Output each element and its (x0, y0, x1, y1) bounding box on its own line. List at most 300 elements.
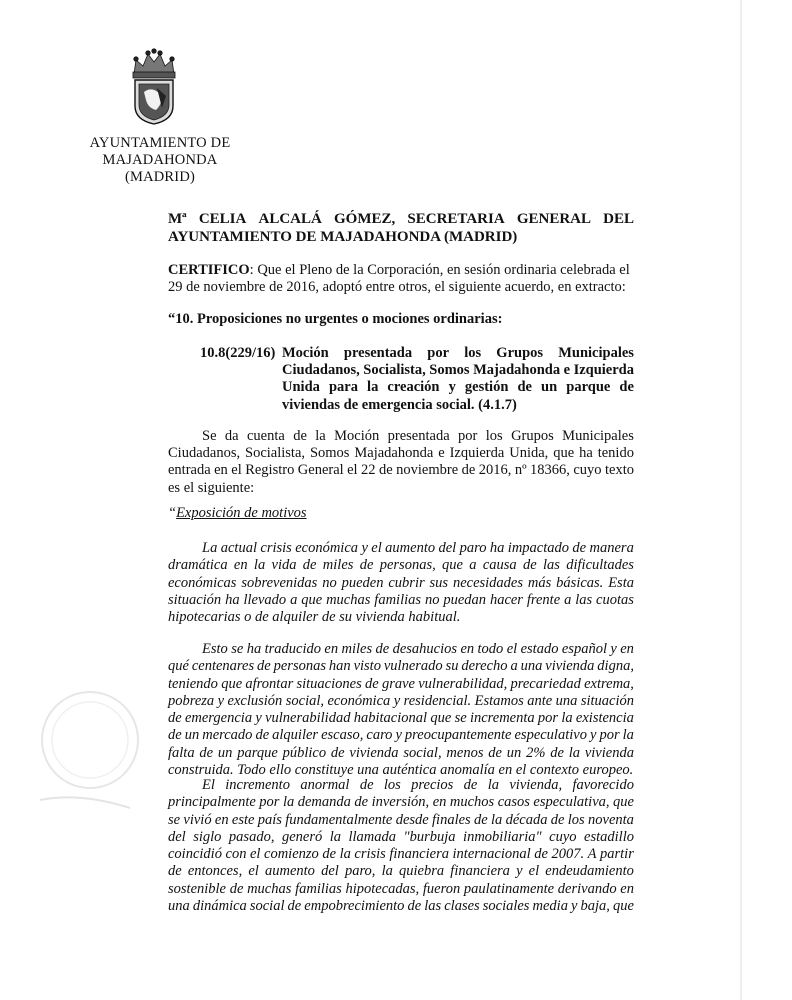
paragraph-last-line: construida. Todo ello constituye una auténtica anomalía en el contexto europeo. (168, 762, 634, 779)
paragraph-word: causa (482, 557, 517, 574)
paragraph-word: principalmente (168, 794, 256, 811)
paragraph-word: de (287, 898, 302, 915)
paragraph-word: vivienda (584, 744, 634, 761)
paragraph-word: un (217, 744, 233, 761)
paragraph-word: derecho (461, 658, 508, 675)
paragraph-word: sociales (482, 898, 530, 915)
intro-word: Grupos (511, 428, 554, 444)
intro-line-1 (168, 428, 634, 445)
paragraph-word: que (221, 675, 243, 692)
paragraph-line (168, 727, 634, 744)
body-paragraph-2 (168, 641, 634, 779)
paragraph-word: y (393, 692, 401, 709)
paragraph-word: existencia (575, 710, 634, 727)
paragraph-word: más (527, 574, 552, 591)
paragraph-word: vivienda (545, 658, 595, 675)
paragraph-word: alquiler (272, 727, 319, 744)
paragraph-word: desahucios (392, 641, 458, 657)
motion-title-word: gestión (464, 379, 509, 396)
paragraph-word: vulnerado (383, 658, 443, 675)
paragraph-word: de (330, 744, 345, 761)
paragraph-word: y (361, 540, 368, 556)
paragraph-word: 2% (526, 744, 546, 761)
paragraph-word: con (225, 846, 247, 863)
paragraph-word: Esta (608, 574, 634, 591)
motion-title-word: Somos (429, 362, 470, 379)
paragraph-word: llamada (348, 828, 397, 845)
paragraph-word: crisis (260, 540, 292, 556)
intro-word: los (485, 428, 503, 444)
paragraph-word: en (432, 794, 447, 811)
paragraph-word: muchas (247, 880, 292, 897)
paragraph-word: un (506, 744, 522, 761)
paragraph-word: estado (520, 641, 559, 657)
paragraph-word: fueron (422, 880, 461, 897)
motion-title-word: Izquierda (573, 362, 634, 379)
paragraph-word: de (523, 557, 537, 574)
paragraph-line (168, 777, 634, 794)
paragraph-word: anormal (300, 777, 350, 793)
motion-number: 10.8(229/16) (200, 345, 276, 361)
paragraph-word: A (587, 846, 597, 863)
paragraph-word: habitacional (353, 710, 428, 727)
paragraph-word: en (214, 811, 229, 828)
paragraph-word: económica (327, 692, 391, 709)
paragraph-word: cubrir (388, 574, 425, 591)
paragraph-word: de (257, 658, 271, 675)
intro-word: da (224, 428, 239, 444)
paragraph-word: necesidades (452, 574, 524, 591)
paragraph-word: de (199, 744, 214, 761)
paragraph-word: El (202, 777, 215, 793)
paragraph-word: preocupantemente (404, 727, 512, 744)
paragraph-last-line: hipotecarias o de alquiler de su vivienda habitual. (168, 609, 461, 626)
paragraph-word: familias (295, 880, 342, 897)
title-word: ALCALÁ (258, 211, 322, 227)
paragraph-word: el (371, 540, 382, 556)
paragraph-word: "burbuja (403, 828, 456, 845)
paragraph-word: traducido (264, 641, 321, 657)
paragraph-word: sostenible (168, 880, 226, 897)
paragraph-word: Estamos (474, 692, 524, 709)
intro-word: el (231, 462, 242, 479)
motion-title-line-4: viviendas de emergencia social. (4.1.7) (282, 396, 517, 413)
certifico-label: CERTIFICO (168, 262, 250, 278)
paragraph-word: que (613, 794, 634, 811)
intro-word: Registro (245, 462, 295, 479)
paragraph-word: especulativo (514, 727, 587, 744)
paragraph-word: y (589, 727, 597, 744)
paragraph-word: de (354, 794, 369, 811)
intro-line-4: es el siguiente: (168, 479, 255, 496)
motion-title-word: Socialista, (363, 362, 426, 379)
paragraph-word: económica (295, 540, 359, 556)
paragraph-word: media (532, 898, 568, 915)
paragraph-line (168, 710, 634, 727)
motion-title-word: Ciudadanos, (282, 362, 360, 379)
motion-title-word: para (328, 379, 358, 396)
paragraph-word: de (359, 777, 374, 793)
motion-title-word: Grupos (496, 345, 544, 361)
paragraph-word: vida (271, 557, 297, 574)
paragraph-word: la (561, 710, 573, 727)
paragraph-word: inversión, (371, 794, 430, 811)
paragraph-word: precariedad (510, 675, 581, 692)
title-line-1 (168, 210, 634, 228)
header-line-1: AYUNTAMIENTO DE (89, 135, 231, 151)
paragraph-word: incrementa (469, 710, 535, 727)
header-line-3: (MADRID) (124, 169, 196, 185)
motion-title-word: creación (387, 379, 440, 396)
paragraph-word: personas (273, 658, 326, 675)
paragraph-line (168, 641, 634, 658)
paragraph-word: social (249, 898, 285, 915)
motion-title-word: Municipales (558, 345, 634, 361)
intro-word: de (293, 428, 307, 444)
paragraph-word: internacional (452, 846, 531, 863)
paragraph-word: estadillo (584, 828, 634, 845)
paragraph-word: de (375, 641, 390, 657)
paragraph-word: de (168, 710, 182, 727)
motion-title-word: de (619, 379, 634, 396)
paragraph-word: cuotas (596, 591, 634, 608)
paragraph-word: noventa (588, 811, 634, 828)
paragraph-word: el (248, 863, 259, 880)
paragraph-word: en (324, 641, 339, 657)
paragraph-word: residencial. (403, 692, 472, 709)
paragraph-line (168, 846, 634, 863)
paragraph-word: derivando (557, 880, 617, 897)
paragraph-word: teniendo (168, 675, 218, 692)
motion-title-line-1 (282, 345, 634, 362)
paragraph-word: de (407, 898, 422, 915)
title-word: CELIA (198, 211, 247, 227)
paragraph-line (168, 540, 634, 557)
paragraph-line (168, 658, 634, 675)
header-line-2: MAJADAHONDA (102, 152, 218, 168)
paragraph-word: Esto (202, 641, 228, 657)
paragraph-word: digna, (597, 658, 634, 675)
paragraph-word: el (506, 641, 518, 657)
paragraph-line (168, 575, 634, 592)
paragraph-word: que (430, 710, 452, 727)
motion-title-word: por (427, 345, 450, 361)
paragraph-word: social, (285, 692, 325, 709)
paragraph-word: país (257, 811, 282, 828)
intro-word: cuenta (246, 428, 285, 444)
scan-edge-shadow (740, 0, 742, 1000)
paragraph-word: este (231, 811, 255, 828)
paragraph-word: sobrevenidas (241, 574, 318, 591)
paragraph-word: favorecido (572, 777, 634, 793)
paragraph-word: extrema, (584, 675, 634, 692)
paragraph-word: se (168, 811, 181, 828)
paragraph-word: pobreza (168, 692, 215, 709)
paragraph-word: sus (429, 574, 449, 591)
paragraph-word: exclusión (227, 692, 283, 709)
paragraph-word: se (231, 641, 244, 657)
paragraph-word: dramática (168, 557, 228, 574)
paragraph-word: y (571, 898, 578, 915)
paragraph-word: hipotecadas, (345, 880, 420, 897)
paragraph-line (168, 745, 634, 762)
agenda-section-heading: “10. Proposiciones no urgentes o mociones ordinarias: (168, 311, 503, 327)
paragraph-word: coincidió (168, 846, 222, 863)
paragraph-word: aumento (264, 863, 315, 880)
paragraph-word: miles (341, 641, 373, 657)
paragraph-word: actual (220, 540, 257, 556)
paragraph-word: las (575, 591, 593, 608)
paragraph-line (168, 881, 634, 898)
paragraph-word: y (217, 692, 225, 709)
title-word: SECRETARIA (407, 211, 505, 227)
paragraph-word: de (302, 557, 317, 574)
intro-word: 18366, (530, 462, 570, 479)
motion-title (282, 345, 634, 414)
paragraph-word: los (383, 777, 401, 793)
certification-statement (168, 262, 634, 296)
motion-title-line-2 (282, 362, 634, 379)
paragraph-word: crisis (354, 846, 386, 863)
paragraph-word: un (184, 727, 200, 744)
paragraph-word: visto (353, 658, 381, 675)
paragraph-word: la (253, 557, 266, 574)
body-paragraph-3 (168, 777, 634, 915)
paragraph-word: fundamentalmente (285, 811, 393, 828)
intro-word: por (458, 428, 478, 444)
paragraph-word: a (510, 658, 518, 675)
paragraph-word: mercado (202, 727, 253, 744)
paragraph-word: de (255, 727, 270, 744)
intro-word: Ciudadanos, (168, 445, 241, 462)
paragraph-word: la (491, 811, 503, 828)
intro-word: e (438, 445, 445, 462)
paragraph-word: casos (497, 794, 530, 811)
paragraph-word: cuyo (549, 828, 577, 845)
paragraph-word: la (329, 828, 341, 845)
paragraph-word: llevado (243, 591, 287, 608)
paragraph-word: por (599, 727, 620, 744)
paragraph-word: por (259, 794, 280, 811)
paragraph-word: a (290, 591, 298, 608)
paragraph-word: emergencia (184, 710, 253, 727)
paragraph-word: falta (168, 744, 195, 761)
paragraph-word: de (168, 863, 182, 880)
paragraph-line (168, 693, 634, 710)
paragraph-word: de (474, 811, 488, 828)
certifico-line-2: 29 de noviembre de 2016, adoptó entre otros, el siguiente acuerdo, en extracto: (168, 279, 626, 296)
paragraph-word: financiera (389, 846, 449, 863)
paragraph-line (168, 794, 634, 811)
paragraph-word: paulatinamente (463, 880, 555, 897)
paragraph-word: situación (580, 692, 634, 709)
paragraph-word: del (168, 828, 186, 845)
paragraph-word: una (555, 692, 578, 709)
paragraph-word: del (321, 863, 339, 880)
paragraph-line (168, 812, 634, 829)
intro-word: Municipales (562, 428, 634, 444)
paragraph-word: ha (489, 540, 505, 556)
motion-title-word: parque (566, 379, 611, 396)
paragraph-word: manera (589, 540, 634, 556)
paragraph-word: y (610, 641, 617, 657)
paragraph-word: no (424, 591, 440, 608)
paragraph-word: dinámica (192, 898, 247, 915)
intro-word: entrada (168, 462, 211, 479)
paragraph-word: de (365, 675, 379, 692)
paragraph-word: pasado, (228, 828, 275, 845)
document-title (168, 210, 634, 246)
motion-title-word: de (517, 379, 532, 396)
intro-word: nº (514, 462, 527, 479)
paragraph-word: La (202, 540, 218, 556)
paragraph-word: las (424, 898, 442, 915)
paragraph-word: social, (403, 744, 442, 761)
title-word: Mª (168, 211, 187, 227)
paragraph-word: y (255, 710, 262, 727)
paragraph-word: en (620, 880, 634, 897)
paragraph-word: vivienda, (509, 777, 563, 793)
paragraph-word: la (381, 863, 393, 880)
paragraph-word: impactado (507, 540, 570, 556)
title-word: GÓMEZ, (333, 211, 396, 227)
paragraph-word: que (442, 557, 463, 574)
paragraph-word: y (395, 727, 402, 744)
paragraph-word: una (168, 898, 190, 915)
paragraph-word: desde (395, 811, 429, 828)
intro-word: Se (202, 428, 217, 444)
paragraph-line (168, 676, 634, 693)
paragraph-word: de (168, 727, 182, 744)
paragraph-word: económicas (168, 574, 237, 591)
intro-word: en (214, 462, 228, 479)
paragraph-word: vivienda (349, 744, 399, 761)
paragraph-word: la (339, 846, 351, 863)
paragraph-word: hacer (489, 591, 523, 608)
paragraph-line (168, 898, 634, 915)
paragraph-word: situación (168, 591, 222, 608)
paragraph-word: que (612, 898, 634, 915)
paragraph-word: familias (374, 591, 422, 608)
paragraph-word: el (250, 846, 261, 863)
paragraph-word: situaciones (296, 675, 362, 692)
paragraph-word: en (620, 641, 634, 657)
intro-line-2 (168, 445, 634, 462)
paragraph-word: la (568, 744, 581, 761)
municipal-coat-of-arms-icon (126, 48, 182, 126)
paragraph-word: su (445, 658, 459, 675)
motion-title-word: la (367, 379, 379, 396)
issuer-header (60, 135, 260, 186)
paragraph-word: no (322, 574, 337, 591)
paragraph-word: de (359, 557, 374, 574)
paragraph-word: personas, (379, 557, 436, 574)
paragraph-word: el (528, 863, 540, 880)
paragraph-word: público (282, 744, 327, 761)
paragraph-word: endeudamiento (545, 863, 634, 880)
intro-word: tenido (597, 445, 634, 462)
paragraph-word: de (550, 811, 565, 828)
motion-title-word: Unida (282, 379, 320, 396)
intro-word: Somos (309, 445, 350, 462)
opening-quote: “ (168, 505, 177, 521)
exposicion-heading (168, 505, 307, 522)
paragraph-word: década (505, 811, 548, 828)
paragraph-word: español (561, 641, 607, 657)
intro-word: noviembre (396, 462, 459, 479)
intro-word: presentada (387, 428, 450, 444)
paragraph-word: ha (246, 641, 262, 657)
motion-title-word: y (448, 379, 456, 396)
paragraph-word: las (543, 557, 560, 574)
paragraph-word: de (550, 744, 564, 761)
paragraph-word: del (438, 540, 457, 556)
paragraph-word: grave (381, 675, 415, 692)
motion-title-word: Majadahonda (473, 362, 561, 379)
paragraph-word: afrontar (245, 675, 294, 692)
title-word: DEL (603, 211, 634, 227)
motion-title-word: Moción (282, 345, 329, 361)
motion-title-word: presentada (343, 345, 413, 361)
paragraph-word: escaso, (321, 727, 364, 744)
paragraph-word: qué (168, 658, 189, 675)
paragraph-word: a (564, 591, 572, 608)
paragraph-word: entonces, (187, 863, 243, 880)
title-line-2: AYUNTAMIENTO DE MAJADAHONDA (MADRID) (168, 229, 518, 245)
motion-title-line-3 (282, 379, 634, 396)
paragraph-word: vulnerabilidad, (418, 675, 508, 692)
intro-word: el (347, 462, 358, 479)
paragraph-word: básicas. (556, 574, 604, 591)
paragraph-word: finales (432, 811, 471, 828)
intro-word: ha (579, 445, 593, 462)
intro-word: Moción (334, 428, 380, 444)
paragraph-word: ante (527, 692, 553, 709)
intro-word: Majadahonda (354, 445, 434, 462)
title-word: GENERAL (516, 211, 591, 227)
paragraph-word: la (622, 727, 634, 744)
paragraph-word: incremento (225, 777, 290, 793)
intro-word: la (315, 428, 326, 444)
paragraph-word: que (301, 591, 323, 608)
paragraph-word: la (282, 794, 295, 811)
paragraph-word: de (488, 744, 502, 761)
intro-word: Izquierda (449, 445, 505, 462)
paragraph-word: vulnerabilidad (265, 710, 351, 727)
intro-word: 22 (361, 462, 376, 479)
paragraph-word: a (469, 557, 477, 574)
paragraph-word: dificultades (566, 557, 634, 574)
paragraph-word: de (322, 846, 337, 863)
intro-word: General (297, 462, 344, 479)
paragraph-word: especulativa, (533, 794, 610, 811)
intro-word: Socialista, (245, 445, 306, 462)
faded-stamp-mark (10, 680, 160, 830)
intro-line-3 (168, 462, 634, 479)
paragraph-word: la (487, 777, 499, 793)
paragraph-word: menos (446, 744, 484, 761)
intro-word: de (461, 462, 476, 479)
paragraph-word: centenares (191, 658, 255, 675)
paragraph-word: muchos (449, 794, 495, 811)
paragraph-word: inmobiliaria" (463, 828, 542, 845)
paragraph-word: generó (281, 828, 323, 845)
body-paragraph-1 (168, 540, 634, 626)
paragraph-word: de (534, 846, 548, 863)
motion-intro-paragraph (168, 428, 634, 497)
paragraph-word: clases (444, 898, 480, 915)
paragraph-word: puedan (443, 591, 487, 608)
